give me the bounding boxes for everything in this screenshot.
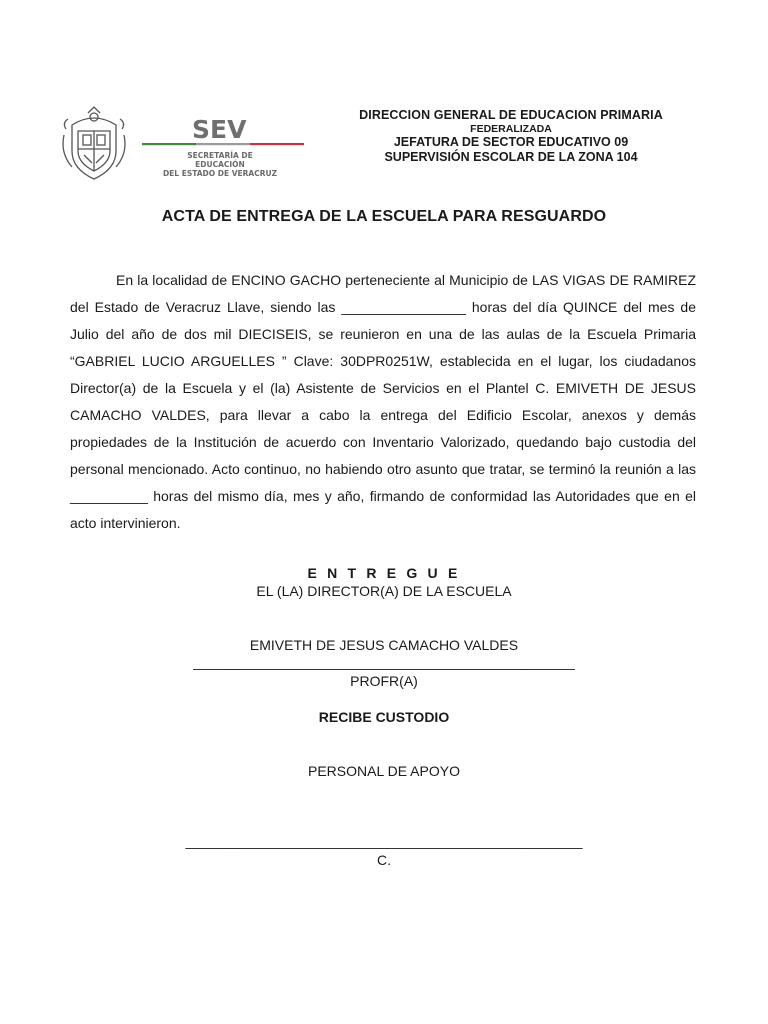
sev-subtitle-line2: DEL ESTADO DE VERACRUZ: [162, 169, 278, 178]
director-title: PROFR(A): [350, 673, 418, 689]
sev-subtitle-line1: SECRETARÍA DE EDUCACIÓN: [187, 151, 253, 169]
header-line-4: SUPERVISIÓN ESCOLAR DE LA ZONA 104: [384, 150, 638, 164]
recibe-heading: RECIBE CUSTODIO: [318, 709, 450, 725]
header-line-1: DIRECCION GENERAL DE EDUCACION PRIMARIA: [359, 108, 663, 122]
entregue-heading: E N T R E G U E: [307, 565, 461, 581]
header-line-2: FEDERALIZADA: [470, 123, 552, 135]
apoyo-role: PERSONAL DE APOYO: [308, 763, 460, 779]
sev-logo-text: SEV: [192, 115, 247, 144]
apoyo-title: C.: [377, 852, 391, 868]
director-name: EMIVETH DE JESUS CAMACHO VALDES: [249, 637, 519, 653]
document-header: [330, 108, 692, 165]
body-paragraph: En la localidad de ENCINO GACHO perteneciente al Municipio de LAS VIGAS DE RAMIREZ del Estado de Veracruz Llave, siendo las ________________ horas del día QUINCE del mes de Julio del año de dos mil DIECISEIS, se reunieron en una de las aulas de la Escuela Primaria “GABRIEL LUCIO ARGUELLES ” Clave: 30DPR0251W, establecida en el lugar, los ciudadanos Director(a) de la Escuela y el (la) Asistente de Servicios en el Plantel C. EMIVETH DE JESUS CAMACHO VALDES, para llevar a cabo la entrega del Edificio Escolar, anexos y demás propiedades de la Institución de acuerdo con Inventario Valorizado, quedando bajo custodia del personal mencionado. Acto continuo, no habiendo otro asunto que tratar, se terminó la reunión a las __________ horas del mismo día, mes y año, firmando de conformidad las Autoridades que en el acto intervinieron.: [70, 272, 696, 531]
veracruz-seal-icon: [58, 105, 130, 183]
sev-logo-subtitle: [162, 151, 278, 178]
header-line-3: JEFATURA DE SECTOR EDUCATIVO 09: [393, 135, 629, 149]
document-title: ACTA DE ENTREGA DE LA ESCUELA PARA RESGUARDO: [161, 208, 607, 225]
signature-line-director: _________________________________________________: [193, 654, 575, 670]
director-role: EL (LA) DIRECTOR(A) DE LA ESCUELA: [256, 583, 512, 599]
signature-line-apoyo: ___________________________________________________: [185, 833, 583, 849]
